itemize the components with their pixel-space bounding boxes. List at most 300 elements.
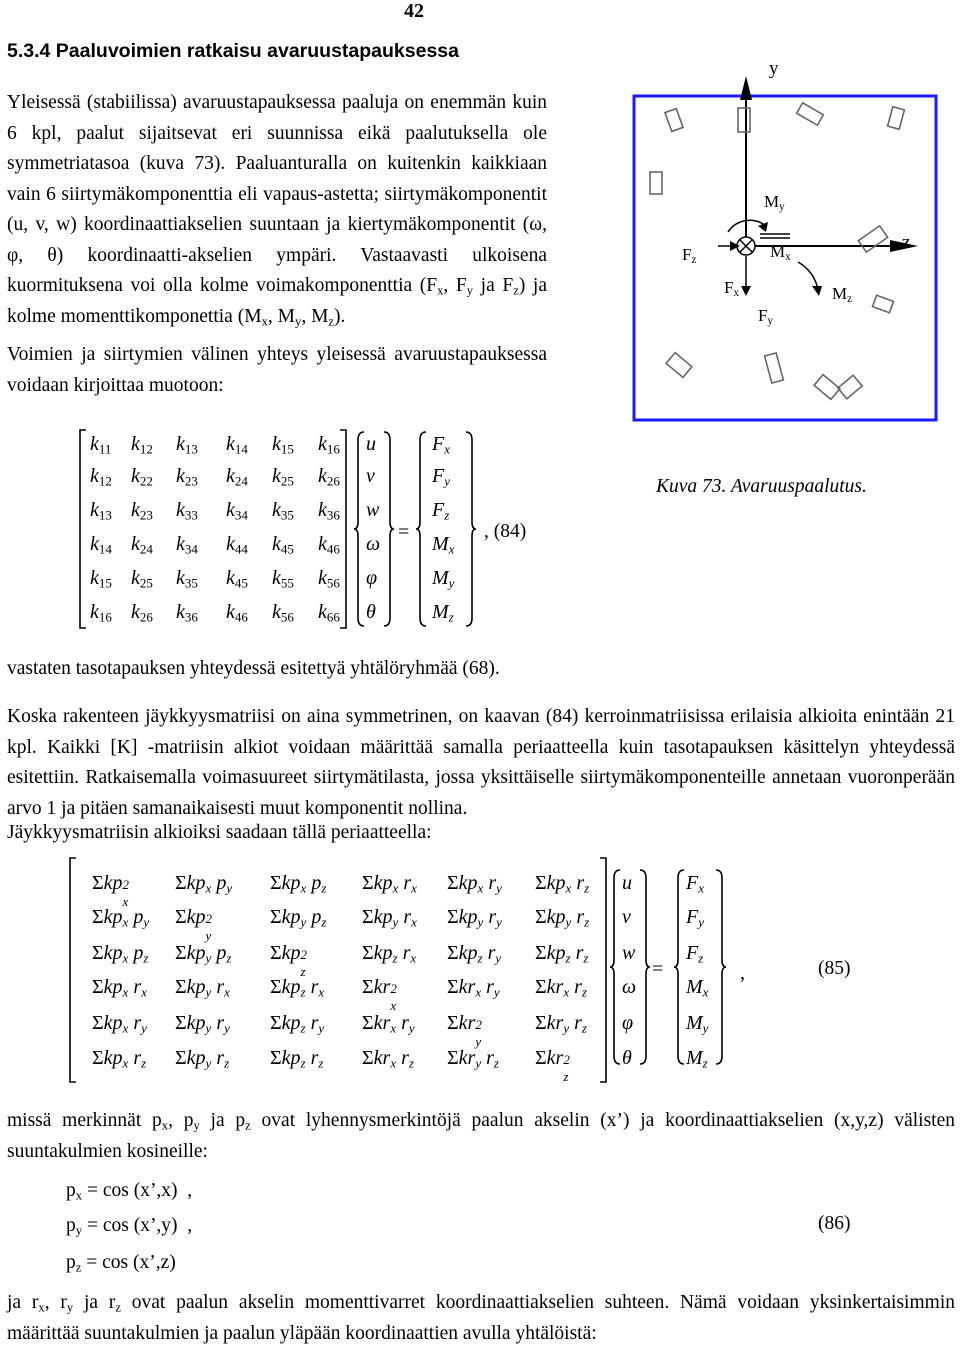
eq86-label: (86): [818, 1213, 851, 1234]
k-index: 26: [326, 473, 340, 489]
element-sub: y: [475, 1055, 482, 1071]
k-letter: k: [90, 499, 99, 521]
sigma-symbol: Σ: [535, 1047, 547, 1069]
element-base: kp: [103, 942, 123, 964]
stiffness-element: [92, 942, 148, 965]
last-d: ovat paalun akselin momenttivarret koordinaattiakselien suhteen. Nämä voidaan yksinkertaisimmin määrittää suuntakulmien ja paalun yläpään koordinaattien avulla yhtälöistä:: [7, 1292, 955, 1344]
element-second: r: [483, 872, 497, 894]
k-letter: k: [90, 567, 99, 589]
my-sub: y: [779, 201, 785, 214]
element-sub: y: [300, 914, 307, 930]
sigma-symbol: Σ: [362, 942, 374, 964]
k-letter: k: [131, 499, 140, 521]
sigma-symbol: Σ: [362, 1012, 374, 1034]
displacement-element: w: [622, 942, 636, 964]
stiffness-element: [270, 906, 326, 929]
sigma-symbol: Σ: [92, 976, 104, 998]
element-second: r: [128, 976, 142, 998]
force-element: [686, 976, 708, 999]
element-sub: y: [205, 950, 212, 966]
intro-sep-1: , F: [443, 275, 467, 296]
element-second-sub: y: [318, 1020, 325, 1036]
force-sub: y: [698, 914, 704, 930]
fx-letter: F: [724, 278, 734, 297]
k-letter: k: [176, 533, 185, 555]
axis-y-label: y: [769, 58, 779, 79]
stiffness-element: [92, 906, 149, 929]
k-index: 22: [139, 473, 153, 489]
element-second-sub: y: [408, 1020, 415, 1036]
element-second-sub: z: [584, 914, 590, 930]
element-base: kr: [373, 976, 391, 998]
k-letter: k: [272, 601, 281, 623]
axis-z-label: z: [902, 232, 911, 253]
eq86-row-z: [66, 1248, 176, 1279]
k-letter: k: [226, 433, 235, 455]
element-base: kp: [458, 872, 478, 894]
missa-paragraph: [7, 1106, 955, 1167]
k-letter: k: [318, 533, 327, 555]
force-element: [686, 872, 704, 895]
element-sub: z: [563, 1068, 569, 1084]
element-second-sub: z: [224, 1055, 230, 1071]
koska-paragraph: Koska rakenteen jäykkyysmatriisi on aina symmetrinen, on kaavan (84) kerroinmatriisissa erilaisia alkioita enintään 21 kpl. Kaikki [K] -matriisin alkiot voidaan määrittää samalla periaatteella kuin tasotapauksen käsittelyn yhteydessä esitettiin. Ratkaisemalla voimasuureet siirtymätilasta, jossa yksittäiselle siirtymäkomponenteille annetaan vuoronperään arvo 1 ja pitäen samanaikaisesti muut komponentit nollina.: [7, 706, 955, 819]
element-base: kp: [281, 906, 301, 928]
element-sub: x: [392, 880, 399, 896]
element-base: kp: [186, 906, 206, 928]
stiffness-element: [447, 1047, 499, 1070]
eq86-y-rest: = cos (x’,y) ,: [82, 1215, 193, 1236]
stiffness-element: [92, 1047, 146, 1070]
displacement-element: u: [622, 872, 632, 894]
intro-text-c: ) ja kolme momenttikomponettia (M: [7, 275, 547, 327]
k-index: 45: [234, 575, 248, 591]
missa-b: , p: [168, 1110, 194, 1131]
intro-sub-z: z: [513, 283, 519, 298]
force-sub: z: [698, 950, 704, 966]
stiffness-element: [175, 1012, 230, 1035]
element-second-sub: z: [581, 1020, 587, 1036]
stiffness-element: [92, 1012, 147, 1035]
stiffness-element: [447, 906, 502, 929]
element-second: r: [396, 1047, 409, 1069]
sigma-symbol: Σ: [270, 872, 282, 894]
sigma-symbol: Σ: [535, 942, 547, 964]
k-letter: k: [318, 567, 327, 589]
k-index: 45: [280, 541, 294, 557]
element-second-sub: z: [581, 984, 587, 1000]
element-sub: x: [563, 984, 570, 1000]
fz-sub: z: [691, 254, 697, 267]
force-sub: z: [444, 507, 450, 523]
intro-sub-mx: x: [261, 314, 268, 329]
force-sub: x: [702, 984, 709, 1000]
element-second: r: [482, 942, 496, 964]
sigma-symbol: Σ: [270, 942, 282, 964]
k-letter: k: [131, 601, 140, 623]
intro-text-a: Yleisessä (stabiilissa) avaruustapauksessa paaluja on enemmän kuin 6 kpl, paalut sijaitsevat eri suunnissa eikä paalutuksella ole symmetriatasoa (kuva 73). Paaluanturalla on kuitenkin kaikkiaan vain 6 siirtymäkomponenttia eli vapaus-astetta; siirtymäkomponentit (u, v, w) koordinaattiakselien suuntaan ja kiertymäkomponentit (ω, φ, θ) koordinaatti-akselien ympäri. Vastaavasti ulkoisena kuormituksena voi olla kolme voimakomponenttia (F: [7, 92, 547, 296]
stiffness-element: [447, 872, 502, 895]
eq86-y-sub: y: [75, 1223, 83, 1238]
element-second-sub: z: [493, 1055, 499, 1071]
element-second: p: [128, 942, 144, 964]
sigma-symbol: Σ: [447, 942, 459, 964]
displacement-element: ω: [622, 976, 637, 998]
sigma-symbol: Σ: [92, 872, 104, 894]
eq84-equals: =: [398, 521, 410, 543]
element-second-sub: x: [224, 984, 230, 1000]
element-sub: x: [122, 1020, 129, 1036]
mz-letter: M: [832, 284, 848, 303]
k-letter: k: [176, 433, 185, 455]
element-second: r: [569, 976, 582, 998]
element-sub: x: [122, 893, 129, 909]
element-second: r: [398, 906, 412, 928]
mx-letter: M: [770, 242, 786, 261]
k-letter: k: [318, 601, 327, 623]
element-base: kr: [458, 1012, 476, 1034]
sigma-symbol: Σ: [270, 1047, 282, 1069]
element-base: kp: [281, 1012, 301, 1034]
eq84-label: , (84): [484, 521, 527, 542]
eq86-row-y: [66, 1211, 192, 1242]
fy-letter: F: [758, 306, 768, 325]
eq85-right-bracket: [600, 858, 606, 1082]
element-second: r: [128, 1012, 142, 1034]
element-base: kp: [186, 1012, 206, 1034]
intro-sub-mz: z: [328, 314, 335, 329]
force-letter: F: [432, 465, 445, 487]
k-index: 23: [139, 507, 153, 523]
element-sub: z: [300, 1055, 306, 1071]
stiffness-element: [175, 906, 218, 943]
force-letter: F: [686, 872, 699, 894]
element-sub: z: [565, 950, 571, 966]
stiffness-element: [362, 1047, 414, 1070]
element-second: r: [305, 1012, 319, 1034]
k-letter: k: [318, 465, 327, 487]
k-index: 35: [184, 575, 198, 591]
sigma-symbol: Σ: [92, 942, 104, 964]
element-second-sub: y: [226, 880, 233, 896]
sigma-symbol: Σ: [362, 906, 374, 928]
k-index: 12: [98, 473, 112, 489]
element-second-sub: y: [496, 880, 502, 896]
missa-s2: y: [193, 1118, 200, 1133]
eq85-left-bracket: [70, 858, 76, 1082]
stiffness-element: [92, 976, 147, 999]
k-index: 44: [234, 541, 248, 557]
element-base: kr: [373, 1047, 391, 1069]
eq85-disp-right-brace: [640, 870, 650, 1064]
element-second-sub: x: [411, 880, 417, 896]
element-sub: x: [122, 984, 129, 1000]
intro-text-b: ja F: [473, 275, 514, 296]
element-base: kr: [546, 1012, 564, 1034]
stiffness-element: [362, 872, 417, 895]
element-second-sub: z: [583, 950, 589, 966]
sigma-symbol: Σ: [447, 872, 459, 894]
stiffness-element: [92, 872, 135, 909]
force-letter: F: [432, 433, 445, 455]
element-base: kp: [186, 942, 206, 964]
element-sub: x: [475, 984, 482, 1000]
k-letter: k: [272, 433, 281, 455]
element-second-sub: y: [496, 914, 502, 930]
element-second: r: [128, 1047, 142, 1069]
sigma-symbol: Σ: [270, 976, 282, 998]
after-84-text: vastaten tasotapauksen yhteydessä esitettyä yhtälöryhmää (68).: [7, 658, 500, 679]
element-base: kr: [458, 976, 476, 998]
element-sub: y: [205, 1055, 212, 1071]
k-index: 34: [184, 541, 198, 557]
element-second: p: [128, 906, 144, 928]
element-sub: y: [392, 914, 399, 930]
k-index: 35: [280, 507, 294, 523]
element-base: kp: [103, 872, 123, 894]
eq86-y-p: p: [66, 1215, 76, 1236]
force-letter: F: [432, 499, 445, 521]
last-s2: y: [66, 1300, 74, 1315]
missa-a: missä merkinnät p: [7, 1110, 162, 1131]
element-second: r: [571, 872, 585, 894]
k-letter: k: [272, 533, 281, 555]
element-sub: x: [477, 880, 484, 896]
element-base: kp: [546, 872, 566, 894]
k-index: 25: [139, 575, 153, 591]
page-number: 42: [404, 0, 424, 22]
element-sub: y: [205, 927, 212, 943]
sigma-symbol: Σ: [362, 1047, 374, 1069]
last-paragraph: [7, 1288, 955, 1349]
k-letter: k: [176, 601, 185, 623]
k-index: 26: [139, 609, 153, 625]
k-letter: k: [90, 601, 99, 623]
element-base: kr: [546, 1047, 564, 1069]
element-second-sub: x: [411, 914, 417, 930]
element-base: kp: [546, 906, 566, 928]
stiffness-element: [535, 1012, 587, 1035]
k-letter: k: [226, 499, 235, 521]
section-heading: 5.3.4 Paaluvoimien ratkaisu avaruustapauksessa: [7, 40, 459, 62]
sigma-symbol: Σ: [362, 872, 374, 894]
element-second-sub: z: [321, 914, 327, 930]
element-second: r: [211, 1012, 225, 1034]
sigma-symbol: Σ: [270, 906, 282, 928]
k-letter: k: [318, 499, 327, 521]
element-base: kr: [458, 1047, 476, 1069]
stiffness-element: [175, 976, 230, 999]
element-sub: y: [475, 1033, 482, 1049]
element-sup: 2: [300, 946, 308, 962]
sigma-symbol: Σ: [447, 1012, 459, 1034]
k-letter: k: [176, 499, 185, 521]
element-sub: y: [565, 914, 572, 930]
k-letter: k: [226, 533, 235, 555]
element-second: r: [397, 942, 411, 964]
force-sub: z: [702, 1055, 708, 1071]
element-sup: 2: [390, 980, 397, 996]
element-second: r: [396, 1012, 409, 1034]
displacement-element: θ: [622, 1047, 632, 1069]
element-second: p: [306, 906, 322, 928]
intro-sub-y: y: [466, 283, 474, 298]
force-letter: M: [432, 601, 449, 623]
element-sub: x: [122, 914, 129, 930]
sigma-symbol: Σ: [535, 906, 547, 928]
k-index: 15: [98, 575, 112, 591]
element-sub: y: [477, 914, 484, 930]
element-base: kp: [458, 942, 478, 964]
k-letter: k: [176, 465, 185, 487]
last-b: , r: [44, 1292, 67, 1313]
stiffness-element: [447, 942, 501, 965]
k-index: 36: [184, 609, 198, 625]
element-second-sub: y: [495, 950, 502, 966]
intro-sub-my: y: [294, 314, 302, 329]
eq86-row-x: [66, 1176, 192, 1207]
k-index: 66: [326, 609, 340, 625]
eq85-force-right-brace: [716, 870, 726, 1064]
sigma-symbol: Σ: [175, 872, 187, 894]
sigma-symbol: Σ: [535, 1012, 547, 1034]
k-index: 23: [184, 473, 198, 489]
force-sub: z: [448, 609, 454, 625]
k-letter: k: [90, 465, 99, 487]
stiffness-element: [270, 942, 313, 979]
missa-c: ja p: [199, 1110, 246, 1131]
element-second-sub: z: [141, 1055, 147, 1071]
stiffness-element: [362, 1012, 415, 1035]
k-letter: k: [226, 465, 235, 487]
k-letter: k: [226, 601, 235, 623]
sigma-symbol: Σ: [535, 976, 547, 998]
last-a: ja r: [7, 1292, 39, 1313]
sigma-symbol: Σ: [92, 1047, 104, 1069]
element-base: kp: [546, 942, 566, 964]
element-base: kp: [103, 1012, 123, 1034]
element-second: r: [211, 976, 225, 998]
stiffness-element: [535, 1047, 575, 1084]
k-index: 11: [98, 441, 112, 457]
force-element: [686, 1047, 708, 1070]
displacement-element: v: [366, 465, 375, 487]
element-sub: x: [565, 880, 572, 896]
eq86-x-sub: x: [75, 1188, 83, 1203]
sigma-symbol: Σ: [362, 976, 374, 998]
element-sub: y: [205, 984, 212, 1000]
element-second: r: [211, 1047, 225, 1069]
sigma-symbol: Σ: [447, 976, 459, 998]
stiffness-element: [270, 1012, 324, 1035]
missa-s3: z: [245, 1118, 251, 1133]
element-sub: x: [390, 1020, 397, 1036]
element-second: p: [211, 942, 227, 964]
sigma-symbol: Σ: [447, 906, 459, 928]
element-second-sub: y: [143, 914, 150, 930]
element-sub: x: [205, 880, 212, 896]
sigma-symbol: Σ: [270, 1012, 282, 1034]
force-sub: x: [448, 541, 455, 557]
fy-sub: y: [767, 315, 773, 328]
element-base: kp: [103, 906, 123, 928]
element-second-sub: x: [410, 950, 417, 966]
force-sub: x: [444, 441, 450, 457]
element-base: kp: [458, 906, 478, 928]
sigma-symbol: Σ: [175, 942, 187, 964]
element-sub: z: [300, 963, 306, 979]
element-sub: z: [300, 984, 306, 1000]
element-second-sub: y: [224, 1020, 230, 1036]
k-index: 16: [98, 609, 112, 625]
element-base: kp: [186, 872, 206, 894]
eq86-z-rest: = cos (x’,z): [81, 1252, 176, 1273]
element-sup: 2: [205, 910, 213, 926]
element-sup: 2: [563, 1051, 570, 1067]
jaykkyys-text: Jäykkyysmatriisin alkioiksi saadaan tällä periaatteella:: [7, 822, 432, 843]
element-sub: z: [477, 950, 483, 966]
sigma-symbol: Σ: [447, 1047, 459, 1069]
last-s1: x: [38, 1300, 45, 1315]
element-sub: x: [300, 880, 307, 896]
sigma-symbol: Σ: [175, 1047, 187, 1069]
stiffness-element: [270, 872, 326, 895]
element-second-sub: x: [141, 984, 147, 1000]
force-sub: y: [444, 473, 450, 489]
displacement-element: θ: [366, 601, 376, 623]
sigma-symbol: Σ: [175, 1012, 187, 1034]
displacement-element: v: [622, 906, 631, 928]
k-index: 24: [234, 473, 248, 489]
force-element: [686, 906, 704, 929]
k-letter: k: [131, 465, 140, 487]
intro-text-d: ).: [334, 305, 346, 327]
force-letter: M: [432, 567, 449, 589]
displacement-element: w: [366, 499, 380, 521]
element-sub: x: [390, 1055, 397, 1071]
stiffness-element: [175, 872, 232, 895]
element-sub: z: [300, 1020, 306, 1036]
sigma-symbol: Σ: [92, 1012, 104, 1034]
k-letter: k: [272, 465, 281, 487]
element-second: p: [211, 872, 227, 894]
stiffness-element: [270, 976, 324, 999]
k-index: 46: [326, 541, 340, 557]
stiffness-element: [447, 976, 500, 999]
force-letter: M: [686, 1047, 703, 1069]
intro-sep-3: , M: [301, 305, 329, 327]
force-sub: y: [702, 1020, 709, 1036]
element-sub: x: [122, 1055, 129, 1071]
force-sub: y: [448, 575, 455, 591]
stiffness-element: [535, 872, 589, 895]
k-index: 33: [184, 507, 198, 523]
sigma-symbol: Σ: [92, 906, 104, 928]
k-index: 55: [280, 575, 294, 591]
element-base: kp: [186, 976, 206, 998]
k-letter: k: [131, 433, 140, 455]
k-index: 56: [326, 575, 340, 591]
element-second-sub: x: [318, 984, 325, 1000]
k-index: 24: [139, 541, 153, 557]
element-second-sub: y: [493, 984, 500, 1000]
element-second: p: [306, 872, 322, 894]
k-index: 13: [184, 441, 198, 457]
k-index: 16: [326, 441, 340, 457]
k-letter: k: [131, 533, 140, 555]
relation-paragraph: Voimien ja siirtymien välinen yhteys yleisessä avaruustapauksessa voidaan kirjoittaa muotoon:: [7, 344, 547, 396]
intro-sep-2: , M: [267, 305, 295, 327]
